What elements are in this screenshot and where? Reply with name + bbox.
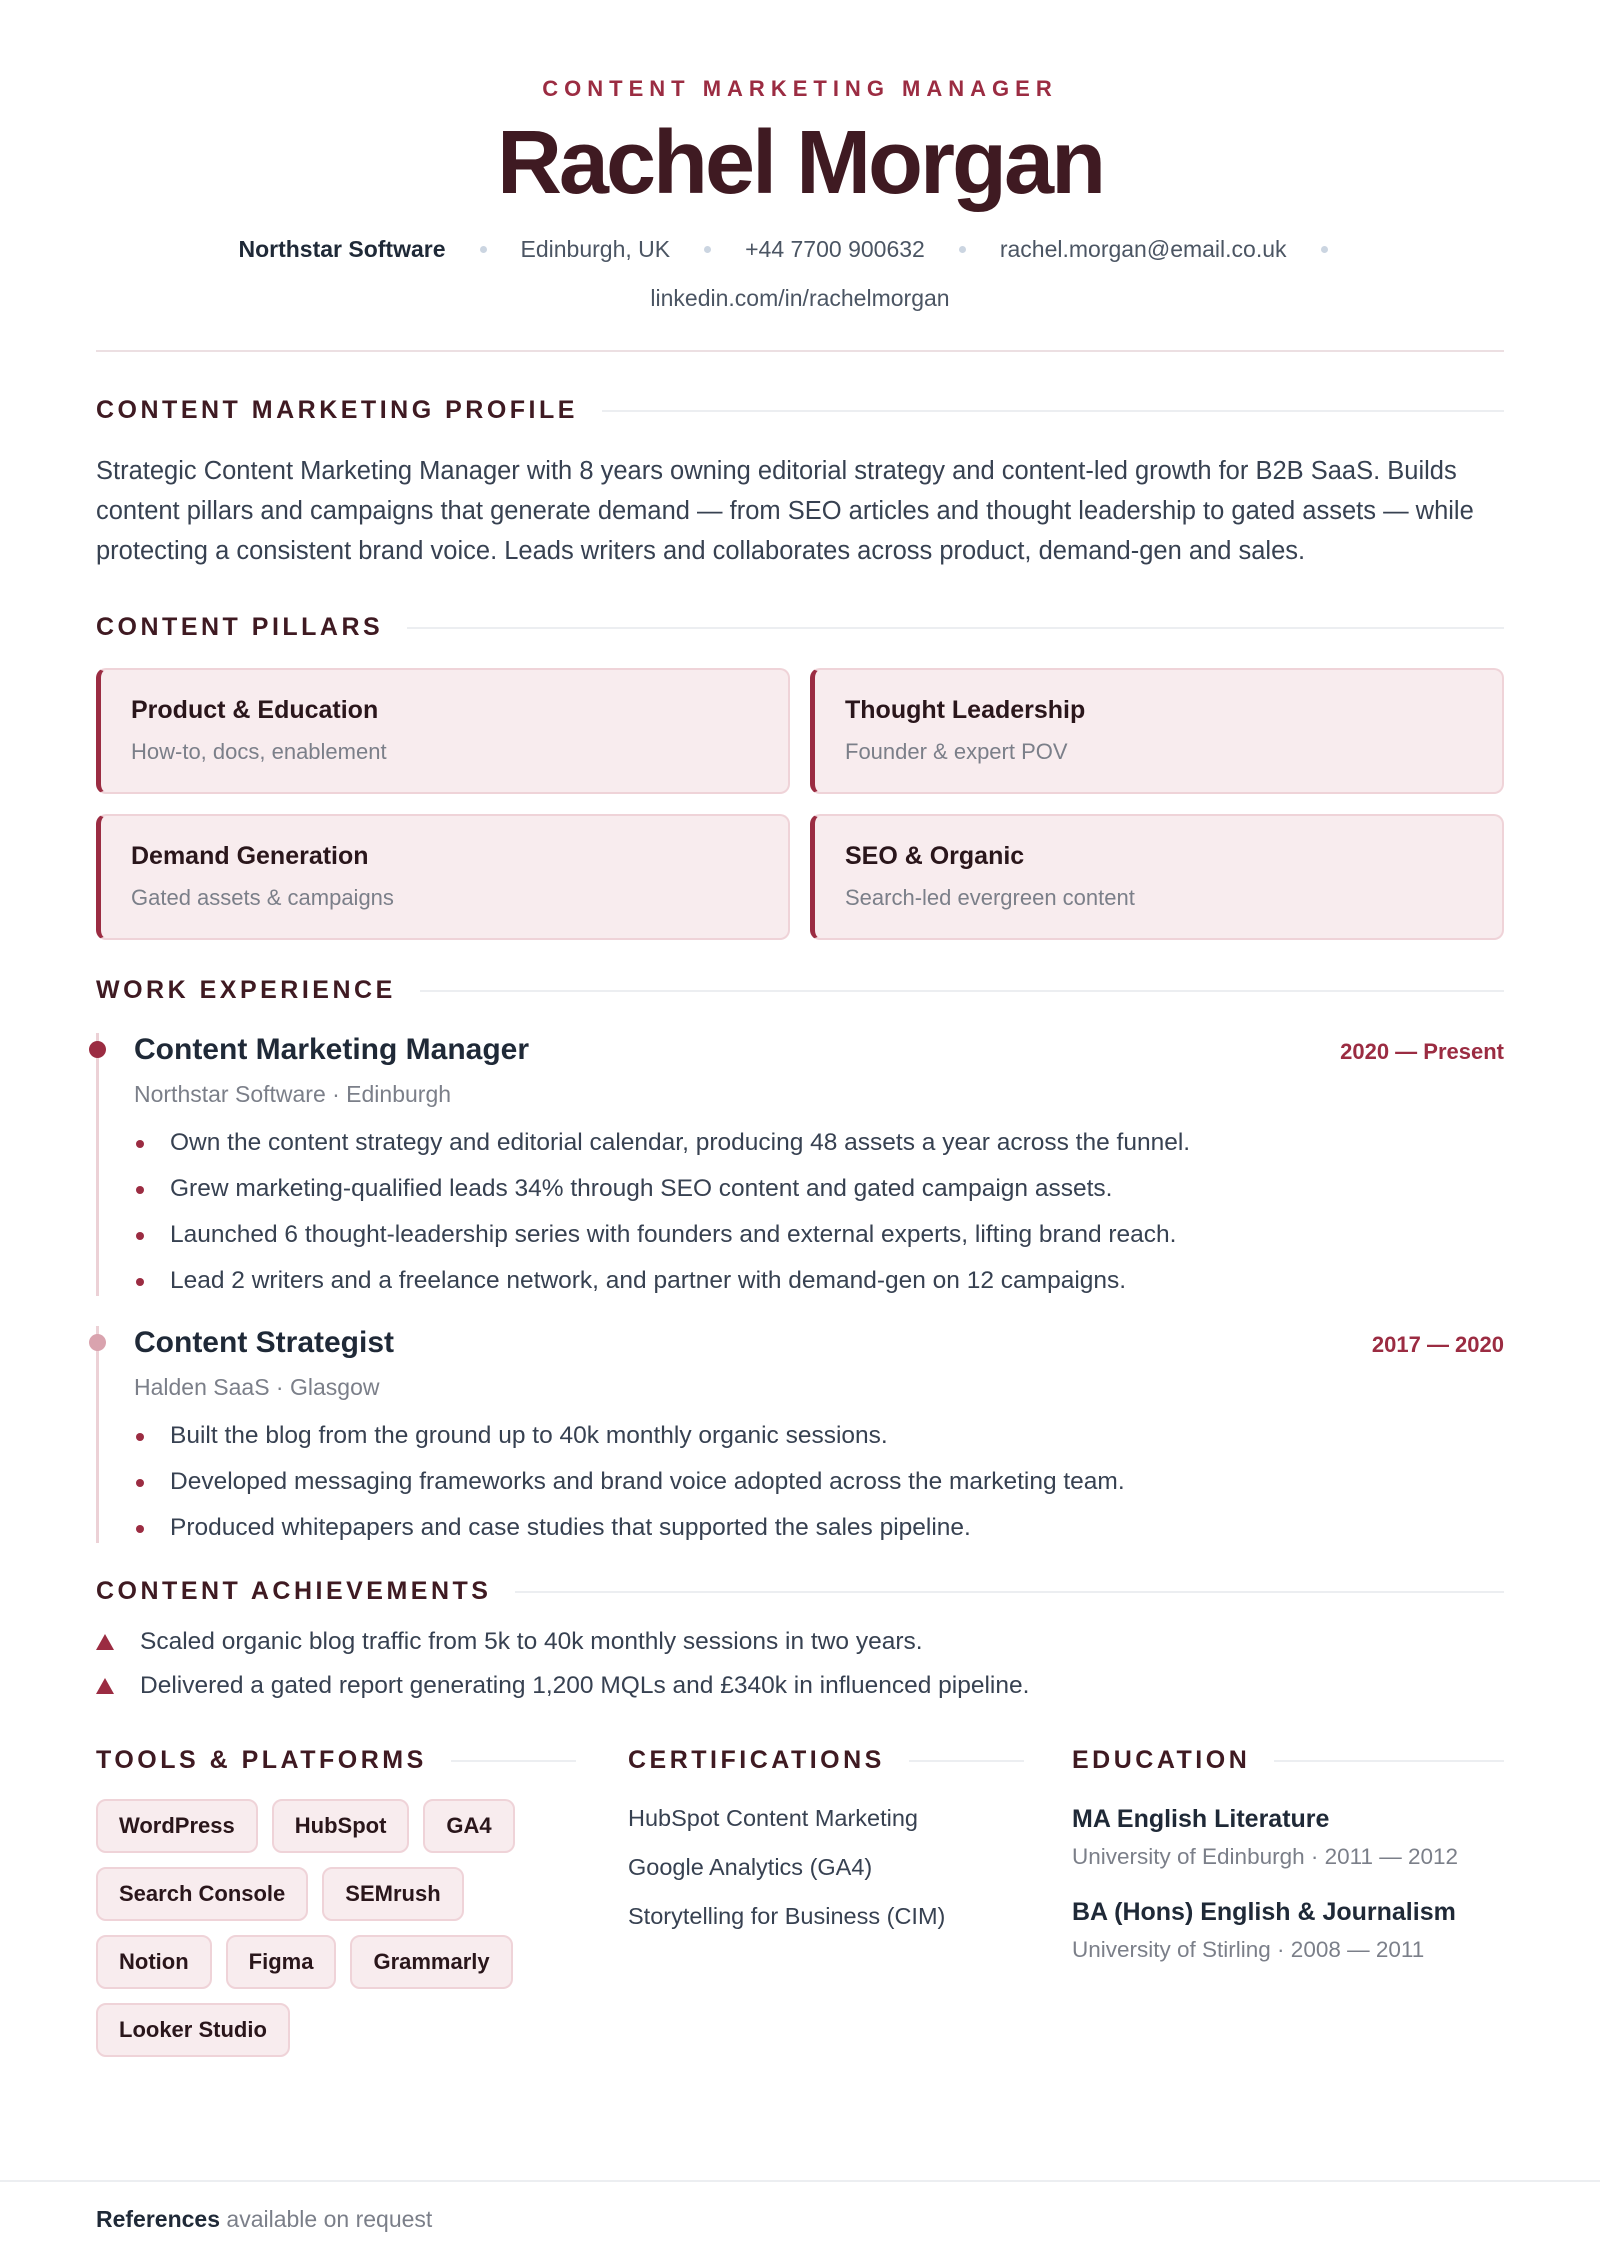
separator-dot [704, 246, 711, 253]
section-education-heading [1072, 1746, 1504, 1775]
certifications-list [628, 1805, 1024, 1930]
section-title: TOOLS & PLATFORMS [96, 1746, 427, 1774]
tool-tag: WordPress [96, 1799, 258, 1853]
education-degree: BA (Hons) English & Journalism [1072, 1898, 1456, 1926]
certification-item: HubSpot Content Marketing [628, 1805, 918, 1831]
pillar-title: Product & Education [131, 696, 379, 724]
education-column [1072, 1716, 1504, 2057]
job-role-title: CONTENT MARKETING MANAGER [542, 76, 1058, 101]
section-tools-heading [96, 1746, 576, 1775]
education-list [1072, 1805, 1504, 1963]
job-bullet: Lead 2 writers and a freelance network, and partner with demand-gen on 12 campaigns. [134, 1266, 1504, 1296]
section-rule [602, 410, 1504, 412]
pillar-title: Thought Leadership [845, 696, 1086, 724]
timeline-node [89, 1334, 106, 1351]
tools-column [96, 1716, 576, 2057]
contact-phone: +44 7700 900632 [745, 236, 925, 262]
job-bullet: Produced whitepapers and case studies that supported the sales pipeline. [134, 1513, 1504, 1543]
contact-location: Edinburgh, UK [520, 236, 671, 262]
section-achievements-heading [96, 1577, 1504, 1606]
contact-line [96, 236, 1504, 263]
job-bullet: Built the blog from the ground up to 40k monthly organic sessions. [134, 1421, 1504, 1451]
separator-dot [959, 246, 966, 253]
header-divider [96, 350, 1504, 352]
footer-references [0, 2180, 1600, 2233]
tools-tags [96, 1799, 526, 2057]
section-rule [420, 990, 1504, 992]
job-title: Content Strategist [134, 1326, 395, 1359]
job-title: Content Marketing Manager [134, 1033, 530, 1066]
job-dates: 2020 — Present [1340, 1039, 1504, 1064]
resume-header [96, 0, 1504, 312]
job-bullets [134, 1421, 1504, 1543]
job-company: Halden SaaS · Glasgow [134, 1374, 380, 1400]
section-rule [1274, 1760, 1504, 1762]
section-rule [515, 1591, 1504, 1593]
pillar-card [96, 814, 790, 940]
separator-dot [1321, 246, 1328, 253]
tool-tag: Notion [96, 1935, 212, 1989]
section-certifications-heading [628, 1746, 1024, 1775]
section-rule [451, 1760, 576, 1762]
pillars-grid [96, 668, 1504, 940]
profile-summary: Strategic Content Marketing Manager with 8 years owning editorial strategy and content-led growth for B2B SaaS. Builds content pillars and campaigns that generate demand — from SEO articles and thought leadership to gated assets — while protecting a consistent brand voice. Leads writers and collaborates across product, demand-gen and sales. [96, 457, 1474, 565]
section-rule [407, 627, 1504, 629]
footer-bold: References [96, 2206, 221, 2232]
job-bullet: Grew marketing-qualified leads 34% through SEO content and gated campaign assets. [134, 1174, 1504, 1204]
pillar-subtitle: Search-led evergreen content [845, 885, 1135, 910]
education-school: University of Edinburgh · 2011 — 2012 [1072, 1844, 1459, 1869]
job-entry [96, 1326, 1504, 1543]
achievements-list [96, 1628, 1504, 1700]
job-bullet: Launched 6 thought-leadership series with founders and external experts, lifting brand reach. [134, 1220, 1504, 1250]
achievement-item [96, 1628, 1504, 1656]
education-degree: MA English Literature [1072, 1805, 1330, 1833]
pillar-title: SEO & Organic [845, 842, 1025, 870]
section-title: CONTENT MARKETING PROFILE [96, 396, 578, 424]
contact-email: rachel.morgan@email.co.uk [999, 236, 1287, 262]
pillar-card [96, 668, 790, 794]
timeline-rail [96, 1326, 99, 1543]
tool-tag: SEMrush [322, 1867, 463, 1921]
timeline-node [89, 1041, 106, 1058]
job-dates: 2017 — 2020 [1371, 1332, 1504, 1357]
pillar-subtitle: Founder & expert POV [845, 739, 1068, 764]
job-header [134, 1326, 1504, 1360]
section-pillars-heading [96, 613, 1504, 642]
pillar-subtitle: How-to, docs, enablement [131, 739, 387, 764]
job-company: Northstar Software · Edinburgh [134, 1081, 452, 1107]
section-title: CERTIFICATIONS [628, 1746, 885, 1774]
certification-item: Storytelling for Business (CIM) [628, 1903, 946, 1929]
job-header [134, 1033, 1504, 1067]
pillar-card [810, 668, 1504, 794]
contact-linkedin: linkedin.com/in/rachelmorgan [650, 285, 950, 311]
section-title: CONTENT PILLARS [96, 613, 384, 641]
achievement-item [96, 1672, 1504, 1700]
job-bullet: Developed messaging frameworks and brand voice adopted across the marketing team. [134, 1467, 1504, 1497]
certifications-column [628, 1716, 1024, 2057]
bottom-columns [96, 1716, 1504, 2057]
tool-tag: Search Console [96, 1867, 308, 1921]
candidate-name: Rachel Morgan [496, 113, 1104, 213]
tool-tag: Looker Studio [96, 2003, 290, 2057]
section-rule [909, 1760, 1024, 1762]
section-title: EDUCATION [1072, 1746, 1251, 1774]
job-entry [96, 1033, 1504, 1296]
triangle-icon [96, 1634, 114, 1650]
tool-tag: GA4 [423, 1799, 514, 1853]
section-title: WORK EXPERIENCE [96, 976, 396, 1004]
tool-tag: Figma [226, 1935, 337, 1989]
timeline-rail [96, 1033, 99, 1296]
certification-item: Google Analytics (GA4) [628, 1854, 873, 1880]
contact-company: Northstar Software [238, 236, 446, 262]
job-bullets [134, 1128, 1504, 1296]
education-school: University of Stirling · 2008 — 2011 [1072, 1937, 1425, 1962]
triangle-icon [96, 1678, 114, 1694]
job-bullet: Own the content strategy and editorial calendar, producing 48 assets a year across the funnel. [134, 1128, 1504, 1158]
section-title: CONTENT ACHIEVEMENTS [96, 1577, 492, 1605]
pillar-title: Demand Generation [131, 842, 369, 870]
pillar-card [810, 814, 1504, 940]
pillar-subtitle: Gated assets & campaigns [131, 885, 394, 910]
achievement-text: Scaled organic blog traffic from 5k to 40k monthly sessions in two years. [140, 1628, 923, 1655]
separator-dot [480, 246, 487, 253]
section-experience-heading [96, 976, 1504, 1005]
tool-tag: Grammarly [350, 1935, 512, 1989]
footer-text: available on request [220, 2206, 433, 2232]
achievement-text: Delivered a gated report generating 1,200 MQLs and £340k in influenced pipeline. [140, 1672, 1030, 1699]
tool-tag: HubSpot [272, 1799, 410, 1853]
section-profile-heading [96, 396, 1504, 425]
